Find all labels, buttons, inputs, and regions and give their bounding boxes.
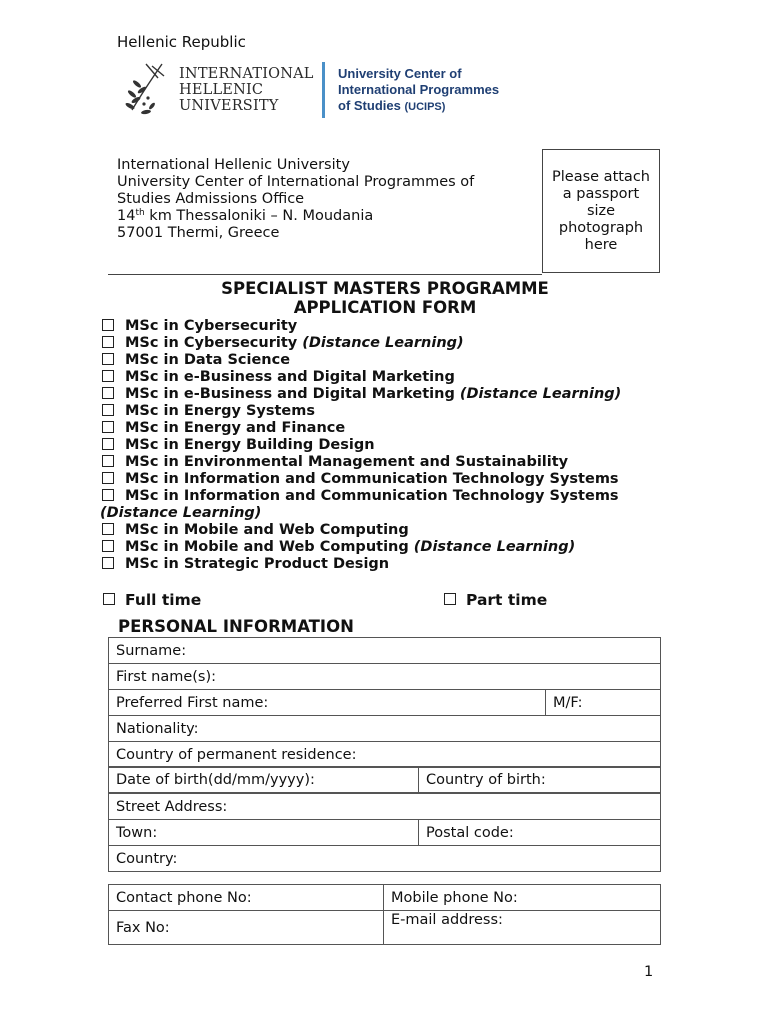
programme-note: (Distance Learning)	[100, 505, 262, 521]
part-time-label: Part time	[466, 591, 548, 609]
programme-note: (Distance Learning)	[459, 386, 622, 402]
address-line-3: Studies Admissions Office	[117, 191, 305, 207]
programme-option[interactable]	[100, 539, 680, 556]
checkbox[interactable]	[102, 540, 114, 552]
address-line-2: University Center of International Programmes of	[117, 174, 475, 190]
checkbox[interactable]	[102, 455, 114, 467]
mobile-phone-field[interactable]: Mobile phone No:	[384, 885, 661, 911]
programme-option[interactable]	[100, 352, 680, 369]
checkbox[interactable]	[102, 370, 114, 382]
checkbox[interactable]	[102, 438, 114, 450]
logo-word-international: INTERNATIONAL	[179, 66, 314, 82]
programme-name: MSc in e-Business and Digital Marketing	[125, 369, 455, 385]
full-time-label: Full time	[125, 591, 202, 609]
country-of-residence-field[interactable]: Country of permanent residence:	[109, 742, 661, 768]
form-title-line-2: APPLICATION FORM	[293, 298, 477, 317]
date-of-birth-field[interactable]: Date of birth(dd/mm/yyyy):	[109, 767, 419, 793]
ucips-logo-text	[338, 66, 499, 115]
checkbox[interactable]	[102, 319, 114, 331]
ucips-line-3: of Studies	[338, 98, 401, 113]
first-names-field[interactable]: First name(s):	[109, 664, 661, 690]
republic-label: Hellenic Republic	[117, 33, 246, 51]
gender-field[interactable]: M/F:	[546, 690, 661, 716]
street-address-field[interactable]: Street Address:	[109, 794, 661, 820]
programme-option[interactable]	[100, 471, 680, 488]
contact-phone-field[interactable]: Contact phone No:	[109, 885, 384, 911]
address-km-rest: km Thessaloniki – N. Moudania	[144, 208, 374, 224]
checkbox[interactable]	[102, 353, 114, 365]
country-field[interactable]: Country:	[109, 846, 661, 872]
logo-divider	[322, 62, 325, 118]
programme-option[interactable]	[100, 318, 680, 335]
programme-name: MSc in e-Business and Digital Marketing	[125, 386, 460, 402]
programme-name: MSc in Energy Systems	[125, 403, 315, 419]
checkbox[interactable]	[102, 421, 114, 433]
contact-table	[108, 884, 661, 945]
programme-name: MSc in Mobile and Web Computing	[125, 522, 409, 538]
surname-field[interactable]: Surname:	[109, 638, 661, 664]
email-field[interactable]: E-mail address:	[384, 911, 661, 945]
programme-option[interactable]	[100, 369, 680, 386]
programme-name: MSc in Environmental Management and Sustainability	[125, 454, 569, 470]
admissions-address	[117, 157, 474, 242]
logo-word-hellenic: HELLENIC	[179, 82, 264, 98]
full-time-option[interactable]	[101, 591, 201, 609]
logo-word-university: UNIVERSITY	[179, 98, 279, 114]
programme-name: MSc in Cybersecurity	[125, 318, 298, 334]
programme-option[interactable]	[100, 454, 680, 471]
programme-option[interactable]	[100, 488, 665, 522]
checkbox[interactable]	[102, 336, 114, 348]
preferred-first-name-field[interactable]: Preferred First name:	[109, 690, 546, 716]
ucips-abbr: (UCIPS)	[404, 101, 446, 113]
checkbox[interactable]	[102, 404, 114, 416]
programme-note: (Distance Learning)	[302, 335, 464, 351]
checkbox[interactable]	[103, 593, 115, 605]
address-km-number: 14	[117, 208, 136, 224]
programme-name: MSc in Energy and Finance	[125, 420, 346, 436]
programme-option[interactable]	[100, 437, 680, 454]
programme-option[interactable]	[100, 386, 680, 403]
checkbox[interactable]	[102, 472, 114, 484]
programme-name: MSc in Cybersecurity	[125, 335, 303, 351]
country-of-birth-field[interactable]: Country of birth:	[419, 767, 661, 793]
checkbox[interactable]	[102, 489, 114, 501]
olive-branch-icon	[122, 60, 170, 116]
ucips-line-2: International Programmes	[338, 82, 500, 97]
address-line-4	[117, 208, 474, 225]
personal-info-table	[108, 637, 661, 768]
programme-name: MSc in Information and Communication Technology Systems	[125, 471, 619, 487]
fax-field[interactable]: Fax No:	[109, 911, 384, 945]
checkbox[interactable]	[102, 523, 114, 535]
town-field[interactable]: Town:	[109, 820, 419, 846]
programme-name: MSc in Strategic Product Design	[125, 556, 390, 572]
programme-checklist	[100, 318, 680, 573]
programme-name: MSc in Data Science	[125, 352, 291, 368]
page-number: 1	[644, 964, 654, 980]
programme-name: MSc in Information and Communication Technology Systems	[125, 488, 619, 504]
programme-option[interactable]	[100, 403, 680, 420]
programme-name: MSc in Mobile and Web Computing	[125, 539, 414, 555]
programme-note: (Distance Learning)	[413, 539, 576, 555]
checkbox[interactable]	[102, 557, 114, 569]
checkbox[interactable]	[444, 593, 456, 605]
programme-name: MSc in Energy Building Design	[125, 437, 375, 453]
programme-option[interactable]	[100, 420, 680, 437]
address-line-5: 57001 Thermi, Greece	[117, 225, 280, 241]
personal-information-heading: PERSONAL INFORMATION	[118, 617, 354, 636]
university-logo	[122, 60, 522, 120]
form-title-line-1: SPECIALIST MASTERS PROGRAMME	[221, 279, 549, 298]
part-time-option[interactable]	[442, 591, 547, 609]
address-table	[108, 793, 661, 872]
programme-option[interactable]	[100, 335, 680, 352]
checkbox[interactable]	[102, 387, 114, 399]
postal-code-field[interactable]: Postal code:	[419, 820, 661, 846]
address-km-suffix: th	[135, 208, 145, 218]
photo-box-instruction: Please attach a passport size photograph here	[552, 168, 650, 253]
nationality-field[interactable]: Nationality:	[109, 716, 661, 742]
address-line-1: International Hellenic University	[117, 157, 350, 173]
programme-option[interactable]	[100, 556, 680, 573]
passport-photo-box[interactable]	[542, 149, 660, 273]
ucips-line-1: University Center of	[338, 66, 462, 81]
programme-option[interactable]	[100, 522, 680, 539]
birth-info-table	[108, 766, 661, 793]
address-divider	[108, 274, 542, 275]
